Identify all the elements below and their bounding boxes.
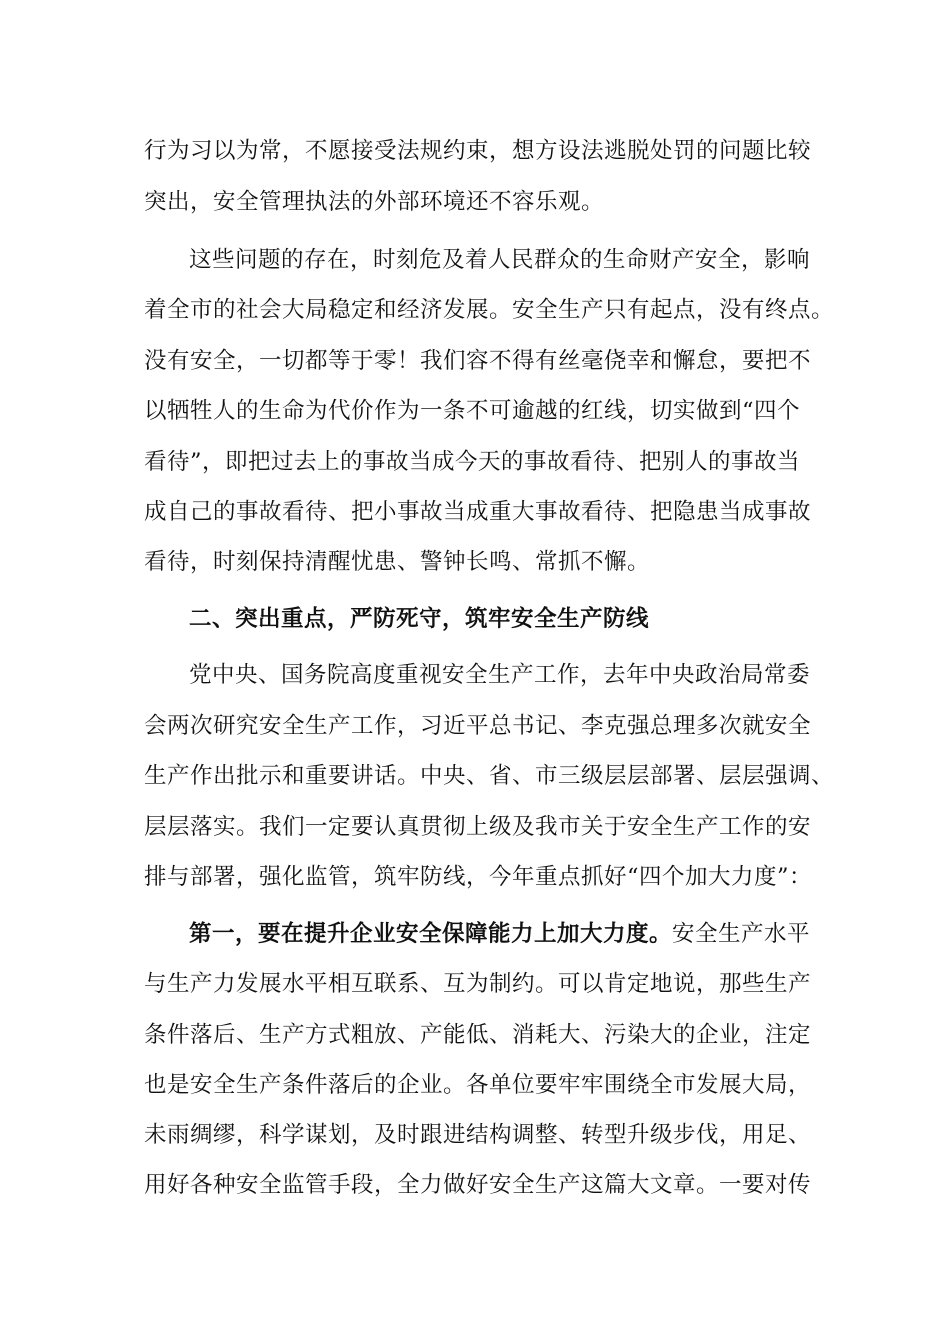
paragraph-line: 看待，时刻保持清醒忧患、警钟长鸣、常抓不懈。	[144, 549, 651, 575]
section-heading: 二、突出重点，严防死守，筑牢安全生产防线	[189, 606, 650, 632]
paragraph-line: 突出，安全管理执法的外部环境还不容乐观。	[144, 189, 605, 215]
paragraph-line: 条件落后、生产方式粗放、产能低、消耗大、污染大的企业，注定	[144, 1022, 812, 1048]
paragraph-line: 排与部署，强化监管，筑牢防线，今年重点抓好“四个加大力度”：	[144, 864, 813, 890]
paragraph-line: 着全市的社会大局稳定和经济发展。安全生产只有起点，没有终点。	[144, 297, 835, 323]
paragraph-line: 没有安全，一切都等于零！我们容不得有丝毫侥幸和懈怠，要把不	[144, 348, 812, 374]
paragraph-line: 也是安全生产条件落后的企业。各单位要牢牢围绕全市发展大局，	[144, 1072, 812, 1098]
paragraph-line	[189, 919, 810, 949]
paragraph-line: 党中央、国务院高度重视安全生产工作，去年中央政治局常委	[189, 662, 811, 688]
paragraph-line: 看待”，即把过去上的事故当成今天的事故看待、把别人的事故当	[144, 449, 801, 475]
paragraph-lead-bold: 第一，要在提升企业安全保障能力上加大力度。	[189, 921, 673, 947]
paragraph-line: 生产作出批示和重要讲话。中央、省、市三级层层部署、层层强调、	[144, 763, 835, 789]
paragraph-line: 成自己的事故看待、把小事故当成重大事故看待、把隐患当成事故	[144, 499, 812, 525]
paragraph-line: 层层落实。我们一定要认真贯彻上级及我市关于安全生产工作的安	[144, 814, 812, 840]
paragraph-line: 未雨绸缪，科学谋划，及时跟进结构调整、转型升级步伐，用足、	[144, 1122, 812, 1148]
paragraph-lead-rest: 安全生产水平	[672, 921, 811, 947]
paragraph-line: 会两次研究安全生产工作，习近平总书记、李克强总理多次就安全	[144, 713, 812, 739]
paragraph-line: 与生产力发展水平相互联系、互为制约。可以肯定地说，那些生产	[144, 971, 812, 997]
paragraph-line: 行为习以为常，不愿接受法规约束，想方设法逃脱处罚的问题比较	[144, 138, 812, 164]
paragraph-line: 用好各种安全监管手段，全力做好安全生产这篇大文章。一要对传	[144, 1172, 812, 1198]
paragraph-line: 以牺牲人的生命为代价作为一条不可逾越的红线，切实做到“四个	[144, 398, 801, 424]
paragraph-line: 这些问题的存在，时刻危及着人民群众的生命财产安全，影响	[189, 247, 811, 273]
